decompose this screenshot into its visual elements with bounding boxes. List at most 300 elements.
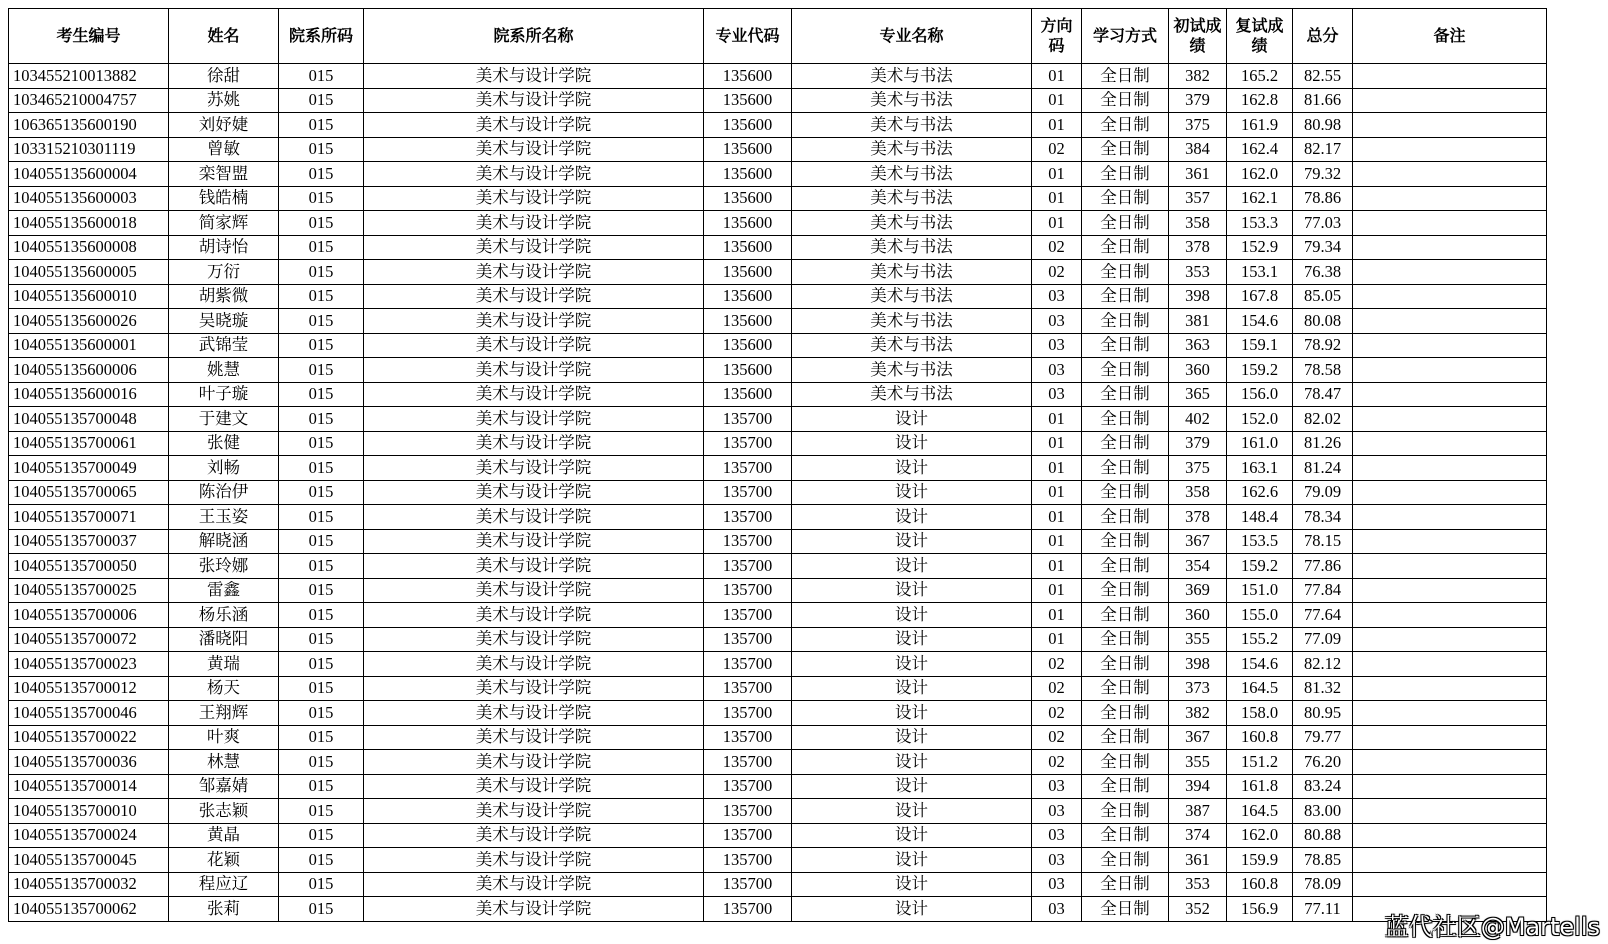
col-name-cell: 黄晶: [169, 823, 279, 848]
col-initial-score-cell: 374: [1169, 823, 1227, 848]
col-retest-score-cell: 159.2: [1227, 358, 1293, 383]
col-initial-score-cell: 357: [1169, 186, 1227, 211]
col-name-cell: 刘畅: [169, 456, 279, 481]
col-remarks-cell: [1353, 113, 1547, 138]
col-major-name-cell: 美术与书法: [792, 235, 1032, 260]
col-total-cell: 80.95: [1293, 701, 1353, 726]
col-direction-code-cell: 01: [1032, 186, 1082, 211]
col-name-cell: 程应辽: [169, 872, 279, 897]
col-retest-score-cell: 165.2: [1227, 64, 1293, 89]
col-retest-score-cell: 152.9: [1227, 235, 1293, 260]
col-major-name-cell: 设计: [792, 799, 1032, 824]
col-total-cell: 81.24: [1293, 456, 1353, 481]
col-initial-score-cell: 375: [1169, 456, 1227, 481]
col-dept-code-cell: 015: [279, 284, 364, 309]
col-major-code-cell: 135700: [704, 603, 792, 628]
col-major-name-header: 专业名称: [792, 9, 1032, 64]
col-dept-name-cell: 美术与设计学院: [364, 872, 704, 897]
col-major-code-cell: 135700: [704, 823, 792, 848]
col-dept-name-cell: 美术与设计学院: [364, 897, 704, 922]
col-major-name-cell: 美术与书法: [792, 137, 1032, 162]
col-direction-code-cell: 01: [1032, 627, 1082, 652]
col-retest-score-cell: 159.2: [1227, 554, 1293, 579]
col-total-cell: 79.32: [1293, 162, 1353, 187]
col-retest-score-cell: 159.1: [1227, 333, 1293, 358]
table-row: [9, 431, 1547, 456]
col-direction-code-cell: 03: [1032, 823, 1082, 848]
col-direction-code-cell: 01: [1032, 88, 1082, 113]
col-candidate-id-cell: 104055135600004: [9, 162, 169, 187]
col-total-cell: 77.11: [1293, 897, 1353, 922]
col-study-mode-cell: 全日制: [1082, 456, 1169, 481]
col-name-cell: 简家辉: [169, 211, 279, 236]
table-row: [9, 309, 1547, 334]
col-remarks-cell: [1353, 505, 1547, 530]
col-retest-score-cell: 156.0: [1227, 382, 1293, 407]
col-dept-code-cell: 015: [279, 431, 364, 456]
col-dept-name-cell: 美术与设计学院: [364, 480, 704, 505]
col-major-code-cell: 135700: [704, 676, 792, 701]
table-row: [9, 382, 1547, 407]
col-total-cell: 79.34: [1293, 235, 1353, 260]
col-total-cell: 78.15: [1293, 529, 1353, 554]
col-major-name-cell: 美术与书法: [792, 284, 1032, 309]
col-major-code-cell: 135600: [704, 162, 792, 187]
table-row: [9, 750, 1547, 775]
col-initial-score-cell: 387: [1169, 799, 1227, 824]
col-total-cell: 82.12: [1293, 652, 1353, 677]
col-major-code-cell: 135700: [704, 456, 792, 481]
col-initial-score-cell: 381: [1169, 309, 1227, 334]
col-candidate-id-cell: 104055135700045: [9, 848, 169, 873]
col-retest-score-cell: 151.2: [1227, 750, 1293, 775]
col-name-cell: 王翔辉: [169, 701, 279, 726]
table-row: [9, 799, 1547, 824]
col-dept-name-cell: 美术与设计学院: [364, 211, 704, 236]
col-study-mode-cell: 全日制: [1082, 578, 1169, 603]
col-name-cell: 姚慧: [169, 358, 279, 383]
table-row: [9, 113, 1547, 138]
col-major-code-cell: 135700: [704, 529, 792, 554]
col-dept-name-cell: 美术与设计学院: [364, 186, 704, 211]
col-major-name-cell: 美术与书法: [792, 260, 1032, 285]
col-major-name-cell: 美术与书法: [792, 309, 1032, 334]
col-remarks-cell: [1353, 260, 1547, 285]
col-name-cell: 胡紫微: [169, 284, 279, 309]
col-retest-score-cell: 164.5: [1227, 799, 1293, 824]
col-initial-score-cell: 358: [1169, 211, 1227, 236]
col-dept-code-cell: 015: [279, 725, 364, 750]
col-retest-score-cell: 153.5: [1227, 529, 1293, 554]
table-row: [9, 701, 1547, 726]
col-dept-code-cell: 015: [279, 799, 364, 824]
col-retest-score-cell: 163.1: [1227, 456, 1293, 481]
col-study-mode-cell: 全日制: [1082, 799, 1169, 824]
col-total-cell: 80.88: [1293, 823, 1353, 848]
col-major-name-cell: 美术与书法: [792, 162, 1032, 187]
col-initial-score-cell: 355: [1169, 750, 1227, 775]
table-row: [9, 872, 1547, 897]
col-initial-score-cell: 382: [1169, 64, 1227, 89]
col-total-cell: 80.98: [1293, 113, 1353, 138]
col-initial-score-cell: 355: [1169, 627, 1227, 652]
col-direction-code-cell: 01: [1032, 554, 1082, 579]
col-dept-code-cell: 015: [279, 774, 364, 799]
col-major-code-header: 专业代码: [704, 9, 792, 64]
col-retest-score-cell: 161.8: [1227, 774, 1293, 799]
table-row: [9, 284, 1547, 309]
col-initial-score-cell: 382: [1169, 701, 1227, 726]
col-major-name-cell: 美术与书法: [792, 211, 1032, 236]
header-row: [9, 9, 1547, 64]
col-candidate-id-cell: 104055135700010: [9, 799, 169, 824]
col-dept-name-cell: 美术与设计学院: [364, 64, 704, 89]
col-major-code-cell: 135700: [704, 431, 792, 456]
col-dept-name-cell: 美术与设计学院: [364, 701, 704, 726]
col-initial-score-cell: 369: [1169, 578, 1227, 603]
col-dept-code-cell: 015: [279, 358, 364, 383]
col-remarks-cell: [1353, 725, 1547, 750]
col-name-cell: 武锦莹: [169, 333, 279, 358]
col-major-code-cell: 135600: [704, 64, 792, 89]
col-study-mode-cell: 全日制: [1082, 480, 1169, 505]
col-direction-code-cell: 02: [1032, 750, 1082, 775]
col-remarks-cell: [1353, 162, 1547, 187]
col-remarks-cell: [1353, 848, 1547, 873]
col-retest-score-cell: 153.3: [1227, 211, 1293, 236]
col-study-mode-cell: 全日制: [1082, 358, 1169, 383]
col-total-cell: 79.77: [1293, 725, 1353, 750]
col-retest-score-cell: 152.0: [1227, 407, 1293, 432]
col-remarks-cell: [1353, 333, 1547, 358]
col-retest-score-cell: 162.1: [1227, 186, 1293, 211]
col-dept-name-cell: 美术与设计学院: [364, 529, 704, 554]
col-dept-code-cell: 015: [279, 505, 364, 530]
col-name-cell: 叶子璇: [169, 382, 279, 407]
col-direction-code-cell: 02: [1032, 652, 1082, 677]
col-dept-name-cell: 美术与设计学院: [364, 676, 704, 701]
col-candidate-id-cell: 104055135600018: [9, 211, 169, 236]
col-major-name-cell: 美术与书法: [792, 358, 1032, 383]
col-dept-name-cell: 美术与设计学院: [364, 627, 704, 652]
col-retest-score-cell: 156.9: [1227, 897, 1293, 922]
col-direction-code-header: 方向码: [1032, 9, 1082, 64]
col-major-code-cell: 135700: [704, 848, 792, 873]
col-total-cell: 77.64: [1293, 603, 1353, 628]
score-sheet: [8, 8, 1547, 922]
col-remarks-cell: [1353, 456, 1547, 481]
table-row: [9, 676, 1547, 701]
col-major-code-cell: 135700: [704, 407, 792, 432]
col-name-cell: 张志颖: [169, 799, 279, 824]
col-major-code-cell: 135600: [704, 333, 792, 358]
col-dept-name-cell: 美术与设计学院: [364, 358, 704, 383]
col-name-cell: 曾敏: [169, 137, 279, 162]
col-retest-score-cell: 161.0: [1227, 431, 1293, 456]
col-initial-score-cell: 367: [1169, 529, 1227, 554]
col-dept-code-cell: 015: [279, 333, 364, 358]
col-total-cell: 78.58: [1293, 358, 1353, 383]
col-initial-score-cell: 354: [1169, 554, 1227, 579]
col-initial-score-cell: 379: [1169, 431, 1227, 456]
col-study-mode-cell: 全日制: [1082, 725, 1169, 750]
col-direction-code-cell: 01: [1032, 578, 1082, 603]
col-candidate-id-cell: 104055135700071: [9, 505, 169, 530]
col-total-header: 总分: [1293, 9, 1353, 64]
col-major-name-cell: 设计: [792, 431, 1032, 456]
col-total-cell: 76.38: [1293, 260, 1353, 285]
col-total-cell: 82.17: [1293, 137, 1353, 162]
col-remarks-cell: [1353, 627, 1547, 652]
col-initial-score-header: 初试成绩: [1169, 9, 1227, 64]
col-total-cell: 83.00: [1293, 799, 1353, 824]
col-dept-name-cell: 美术与设计学院: [364, 382, 704, 407]
col-dept-name-cell: 美术与设计学院: [364, 848, 704, 873]
col-direction-code-cell: 01: [1032, 113, 1082, 138]
col-dept-code-cell: 015: [279, 848, 364, 873]
col-remarks-cell: [1353, 64, 1547, 89]
col-remarks-cell: [1353, 578, 1547, 603]
table-row: [9, 554, 1547, 579]
col-initial-score-cell: 360: [1169, 603, 1227, 628]
col-remarks-cell: [1353, 872, 1547, 897]
col-name-cell: 杨天: [169, 676, 279, 701]
col-direction-code-cell: 01: [1032, 480, 1082, 505]
col-initial-score-cell: 398: [1169, 284, 1227, 309]
col-remarks-cell: [1353, 186, 1547, 211]
table-row: [9, 235, 1547, 260]
col-dept-code-cell: 015: [279, 162, 364, 187]
watermark: 蓝代社区@Martells: [1384, 913, 1600, 941]
col-dept-code-cell: 015: [279, 309, 364, 334]
col-dept-code-cell: 015: [279, 260, 364, 285]
col-direction-code-cell: 03: [1032, 382, 1082, 407]
col-total-cell: 77.84: [1293, 578, 1353, 603]
col-direction-code-cell: 03: [1032, 284, 1082, 309]
col-name-cell: 吴晓璇: [169, 309, 279, 334]
col-major-name-cell: 设计: [792, 652, 1032, 677]
col-total-cell: 78.85: [1293, 848, 1353, 873]
col-total-cell: 78.86: [1293, 186, 1353, 211]
col-remarks-cell: [1353, 382, 1547, 407]
col-retest-score-cell: 153.1: [1227, 260, 1293, 285]
col-major-code-cell: 135700: [704, 872, 792, 897]
col-dept-code-cell: 015: [279, 480, 364, 505]
col-study-mode-cell: 全日制: [1082, 333, 1169, 358]
col-candidate-id-cell: 104055135700023: [9, 652, 169, 677]
col-name-cell: 张健: [169, 431, 279, 456]
col-major-code-cell: 135600: [704, 235, 792, 260]
col-candidate-id-cell: 103455210013882: [9, 64, 169, 89]
col-direction-code-cell: 03: [1032, 799, 1082, 824]
col-initial-score-cell: 394: [1169, 774, 1227, 799]
col-major-name-cell: 设计: [792, 529, 1032, 554]
col-major-code-cell: 135700: [704, 774, 792, 799]
col-initial-score-cell: 360: [1169, 358, 1227, 383]
col-name-cell: 徐甜: [169, 64, 279, 89]
col-direction-code-cell: 01: [1032, 407, 1082, 432]
col-dept-name-cell: 美术与设计学院: [364, 774, 704, 799]
col-study-mode-cell: 全日制: [1082, 162, 1169, 187]
col-study-mode-cell: 全日制: [1082, 872, 1169, 897]
col-name-cell: 林慧: [169, 750, 279, 775]
col-major-name-cell: 设计: [792, 505, 1032, 530]
col-major-code-cell: 135700: [704, 505, 792, 530]
table-row: [9, 848, 1547, 873]
col-dept-name-cell: 美术与设计学院: [364, 260, 704, 285]
col-candidate-id-cell: 104055135600008: [9, 235, 169, 260]
col-major-code-cell: 135700: [704, 725, 792, 750]
col-remarks-cell: [1353, 750, 1547, 775]
col-major-code-cell: 135700: [704, 701, 792, 726]
table-row: [9, 505, 1547, 530]
col-candidate-id-cell: 104055135700024: [9, 823, 169, 848]
col-candidate-id-cell: 104055135700014: [9, 774, 169, 799]
col-retest-score-cell: 162.0: [1227, 823, 1293, 848]
col-dept-name-cell: 美术与设计学院: [364, 333, 704, 358]
col-study-mode-cell: 全日制: [1082, 750, 1169, 775]
col-initial-score-cell: 402: [1169, 407, 1227, 432]
col-major-name-cell: 美术与书法: [792, 333, 1032, 358]
col-major-name-cell: 美术与书法: [792, 88, 1032, 113]
col-major-name-cell: 美术与书法: [792, 113, 1032, 138]
col-major-name-cell: 设计: [792, 627, 1032, 652]
col-study-mode-cell: 全日制: [1082, 260, 1169, 285]
col-name-cell: 胡诗怡: [169, 235, 279, 260]
col-candidate-id-cell: 104055135600003: [9, 186, 169, 211]
col-retest-score-cell: 162.6: [1227, 480, 1293, 505]
col-candidate-id-cell: 104055135700065: [9, 480, 169, 505]
col-dept-code-cell: 015: [279, 603, 364, 628]
col-candidate-id-cell: 103315210301119: [9, 137, 169, 162]
col-remarks-cell: [1353, 554, 1547, 579]
col-major-code-cell: 135700: [704, 652, 792, 677]
col-candidate-id-cell: 104055135700050: [9, 554, 169, 579]
table-row: [9, 578, 1547, 603]
col-name-cell: 苏姚: [169, 88, 279, 113]
col-major-code-cell: 135600: [704, 211, 792, 236]
col-candidate-id-cell: 104055135600016: [9, 382, 169, 407]
col-name-cell: 张玲娜: [169, 554, 279, 579]
col-major-code-cell: 135600: [704, 260, 792, 285]
col-dept-name-cell: 美术与设计学院: [364, 284, 704, 309]
col-total-cell: 85.05: [1293, 284, 1353, 309]
col-dept-code-cell: 015: [279, 382, 364, 407]
col-direction-code-cell: 02: [1032, 701, 1082, 726]
col-remarks-cell: [1353, 284, 1547, 309]
col-name-cell: 栾智盟: [169, 162, 279, 187]
col-major-code-cell: 135600: [704, 186, 792, 211]
col-retest-score-cell: 160.8: [1227, 872, 1293, 897]
col-study-mode-cell: 全日制: [1082, 603, 1169, 628]
col-initial-score-cell: 358: [1169, 480, 1227, 505]
col-major-code-cell: 135600: [704, 358, 792, 383]
table-row: [9, 603, 1547, 628]
col-initial-score-cell: 365: [1169, 382, 1227, 407]
col-total-cell: 78.47: [1293, 382, 1353, 407]
col-direction-code-cell: 01: [1032, 64, 1082, 89]
col-remarks-cell: [1353, 701, 1547, 726]
col-major-name-cell: 设计: [792, 456, 1032, 481]
col-direction-code-cell: 03: [1032, 872, 1082, 897]
col-candidate-id-cell: 104055135700022: [9, 725, 169, 750]
col-dept-code-cell: 015: [279, 701, 364, 726]
col-study-mode-cell: 全日制: [1082, 505, 1169, 530]
col-candidate-id-cell: 104055135700025: [9, 578, 169, 603]
col-total-cell: 81.26: [1293, 431, 1353, 456]
col-name-cell: 陈治伊: [169, 480, 279, 505]
col-major-code-cell: 135700: [704, 750, 792, 775]
col-dept-code-cell: 015: [279, 407, 364, 432]
col-dept-name-cell: 美术与设计学院: [364, 88, 704, 113]
col-major-name-cell: 设计: [792, 750, 1032, 775]
col-major-name-cell: 设计: [792, 603, 1032, 628]
col-major-name-cell: 设计: [792, 554, 1032, 579]
col-total-cell: 82.55: [1293, 64, 1353, 89]
col-total-cell: 76.20: [1293, 750, 1353, 775]
col-dept-code-cell: 015: [279, 186, 364, 211]
col-initial-score-cell: 375: [1169, 113, 1227, 138]
col-remarks-cell: [1353, 235, 1547, 260]
col-direction-code-cell: 02: [1032, 725, 1082, 750]
col-study-mode-cell: 全日制: [1082, 137, 1169, 162]
col-remarks-cell: [1353, 676, 1547, 701]
col-remarks-cell: [1353, 431, 1547, 456]
table-row: [9, 456, 1547, 481]
col-major-name-cell: 设计: [792, 407, 1032, 432]
col-total-cell: 81.32: [1293, 676, 1353, 701]
col-direction-code-cell: 03: [1032, 848, 1082, 873]
col-dept-name-cell: 美术与设计学院: [364, 652, 704, 677]
col-remarks-cell: [1353, 88, 1547, 113]
col-study-mode-cell: 全日制: [1082, 88, 1169, 113]
col-initial-score-cell: 367: [1169, 725, 1227, 750]
col-dept-name-cell: 美术与设计学院: [364, 431, 704, 456]
col-remarks-cell: [1353, 480, 1547, 505]
col-major-code-cell: 135700: [704, 627, 792, 652]
col-study-mode-cell: 全日制: [1082, 382, 1169, 407]
col-major-name-cell: 设计: [792, 578, 1032, 603]
col-major-name-cell: 设计: [792, 848, 1032, 873]
col-retest-score-header: 复试成绩: [1227, 9, 1293, 64]
table-row: [9, 725, 1547, 750]
col-candidate-id-cell: 104055135700061: [9, 431, 169, 456]
table-body: [9, 64, 1547, 922]
col-initial-score-cell: 361: [1169, 848, 1227, 873]
col-candidate-id-cell: 104055135700048: [9, 407, 169, 432]
col-direction-code-cell: 02: [1032, 235, 1082, 260]
col-retest-score-cell: 154.6: [1227, 309, 1293, 334]
col-dept-code-cell: 015: [279, 750, 364, 775]
col-major-name-cell: 设计: [792, 774, 1032, 799]
table-row: [9, 333, 1547, 358]
col-study-mode-cell: 全日制: [1082, 897, 1169, 922]
col-name-cell: 于建文: [169, 407, 279, 432]
col-major-name-cell: 美术与书法: [792, 382, 1032, 407]
col-remarks-cell: [1353, 823, 1547, 848]
col-candidate-id-cell: 104055135600006: [9, 358, 169, 383]
col-dept-name-cell: 美术与设计学院: [364, 750, 704, 775]
col-dept-name-cell: 美术与设计学院: [364, 309, 704, 334]
col-retest-score-cell: 151.0: [1227, 578, 1293, 603]
col-study-mode-cell: 全日制: [1082, 774, 1169, 799]
col-study-mode-cell: 全日制: [1082, 823, 1169, 848]
col-candidate-id-cell: 104055135700006: [9, 603, 169, 628]
col-retest-score-cell: 159.9: [1227, 848, 1293, 873]
col-study-mode-cell: 全日制: [1082, 627, 1169, 652]
col-direction-code-cell: 01: [1032, 603, 1082, 628]
col-study-mode-cell: 全日制: [1082, 554, 1169, 579]
